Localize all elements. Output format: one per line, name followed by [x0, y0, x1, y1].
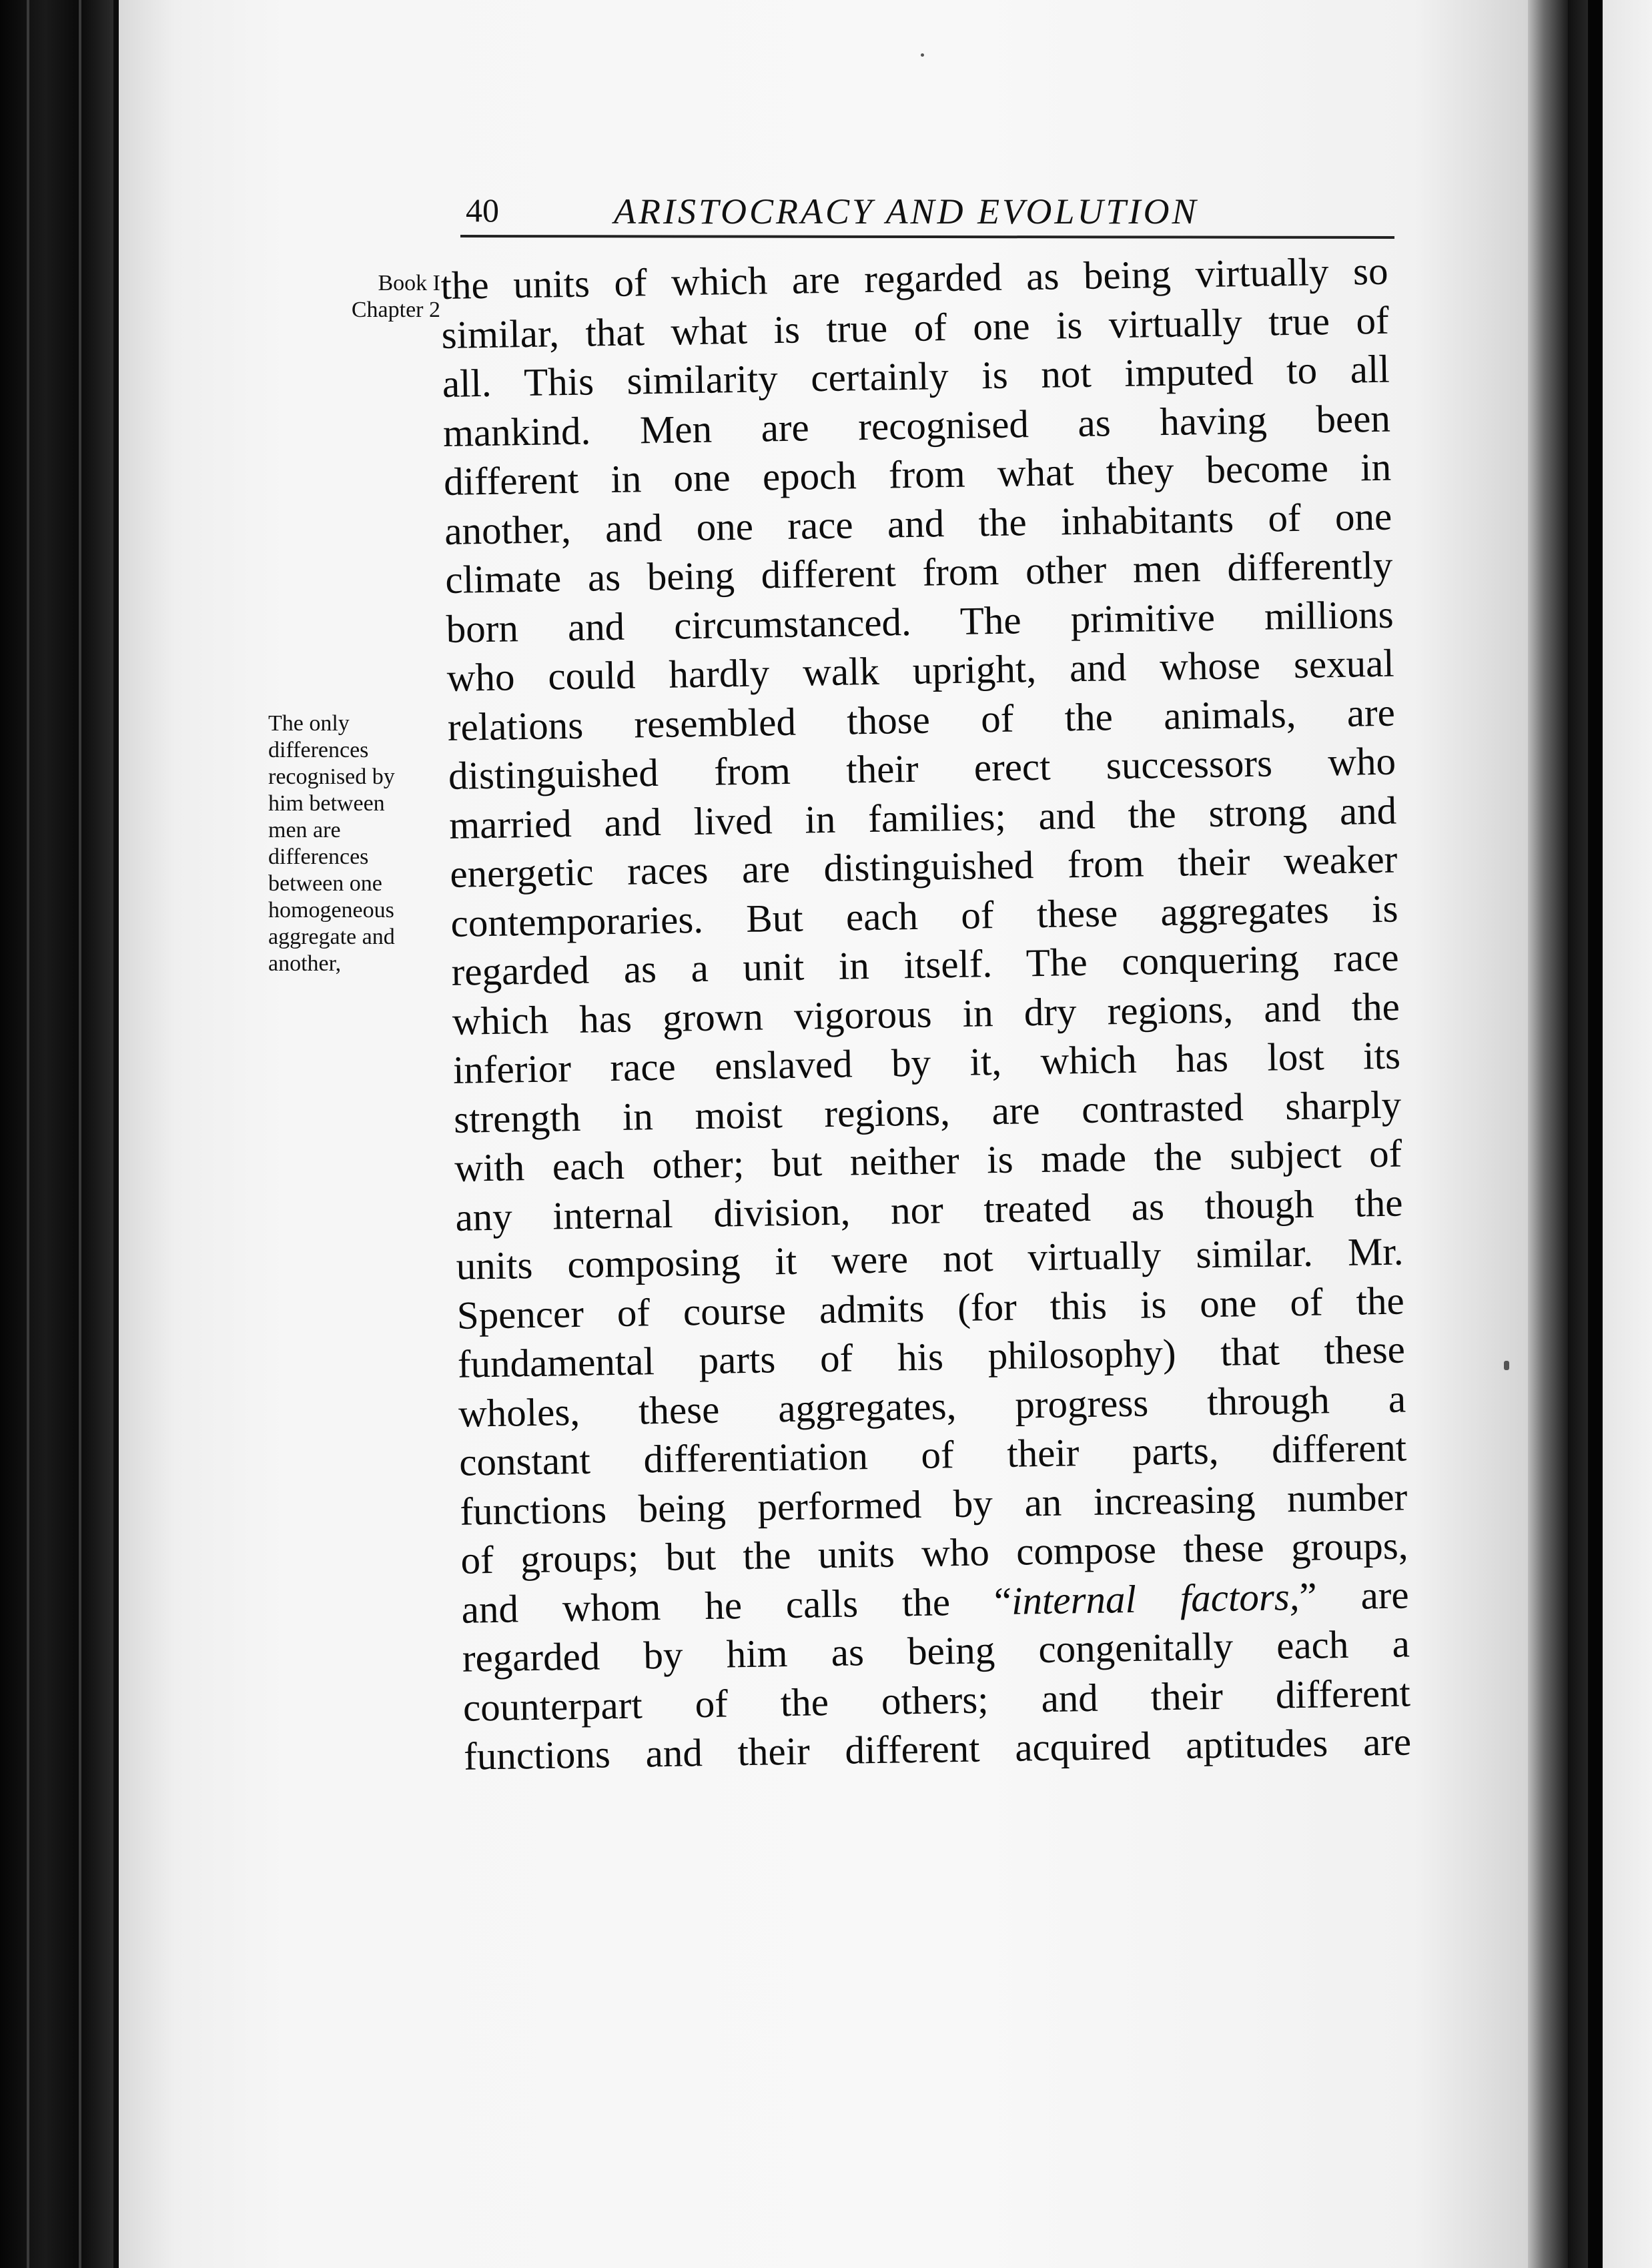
- text-line: born and circumstanced. The primitive millions: [446, 592, 1394, 651]
- text-line: units composing it were not virtually similar. Mr.: [456, 1229, 1404, 1288]
- next-page-gutter: [1588, 0, 1603, 2268]
- text-line: inferior race enslaved by it, which has lost its: [452, 1033, 1401, 1092]
- book-label: Book I: [378, 271, 440, 296]
- running-title: ARISTOCRACY AND EVOLUTION: [614, 191, 1199, 231]
- text-line: energetic races are distinguished from their weaker: [449, 836, 1398, 896]
- scan-speck: [1504, 1361, 1509, 1370]
- text-line: similar, that what is true of one is virtually true of: [441, 298, 1390, 357]
- text-line: functions and their different acquired aptitudes are: [463, 1719, 1412, 1778]
- text-line: strength in moist regions, are contrasted sharply: [453, 1082, 1402, 1141]
- gloss-line: The only: [268, 711, 350, 736]
- gloss-line: differences: [268, 844, 369, 869]
- text-line: regarded by him as being congenitally each a: [462, 1621, 1410, 1680]
- text-line: and whom he calls the “internal factors,” are: [461, 1572, 1410, 1632]
- body-text: [440, 247, 1412, 1782]
- text-line: of groups; but the units who compose these groups,: [460, 1523, 1408, 1582]
- gloss-line: homogeneous: [268, 898, 394, 923]
- text-line: any internal division, nor treated as though the: [454, 1180, 1403, 1239]
- text-line: relations resembled those of the animals, are: [447, 690, 1396, 749]
- text-line: different in one epoch from what they become in: [443, 444, 1392, 504]
- text-line: Spencer of course admits (for this is one of the: [456, 1278, 1405, 1337]
- gloss-line: men are: [268, 818, 341, 842]
- next-page-sliver: [1568, 0, 1652, 2268]
- gloss-line: aggregate and: [268, 925, 395, 949]
- text-line: counterpart of the others; and their different: [462, 1670, 1411, 1730]
- gloss-line: him between: [268, 791, 385, 816]
- text-line: all. This similarity certainly is not imputed to all: [442, 346, 1390, 406]
- gloss-line: recognised by: [268, 764, 395, 789]
- page-number: 40: [466, 191, 499, 229]
- gloss-line: another,: [268, 951, 342, 976]
- text-line: who could hardly walk upright, and whose sexual: [446, 640, 1395, 700]
- text-line: married and lived in families; and the strong and: [448, 788, 1397, 847]
- margin-gloss: [268, 710, 435, 977]
- text-line: with each other; but neither is made the subject of: [454, 1131, 1402, 1190]
- binding-edge-line: [27, 0, 29, 2268]
- text-line: regarded as a unit in itself. The conquering race: [451, 935, 1400, 994]
- text-line: wholes, these aggregates, progress through a: [458, 1375, 1406, 1436]
- binding-edge-line: [79, 0, 81, 2268]
- gloss-line: differences: [268, 738, 369, 762]
- book-binding: [0, 0, 113, 2268]
- chapter-reference: [294, 270, 440, 324]
- text-line: contemporaries. But each of these aggregates is: [450, 886, 1398, 945]
- text-line: fundamental parts of his philosophy) that these: [457, 1327, 1406, 1386]
- italic-phrase: internal factors,: [1011, 1574, 1300, 1623]
- text-line: constant differentiation of their parts, different: [458, 1425, 1407, 1484]
- text-line: climate as being different from other men differently: [444, 542, 1393, 602]
- chapter-label: Chapter 2: [351, 298, 440, 322]
- text-line: another, and one race and the inhabitants of one: [444, 494, 1392, 553]
- text-line: distinguished from their erect successors who: [448, 738, 1396, 798]
- text-line: which has grown vigorous in dry regions, and the: [452, 984, 1400, 1043]
- page-edge-shadow: [1528, 0, 1568, 2268]
- scan-speck: [921, 53, 924, 57]
- text-line: mankind. Men are recognised as having been: [442, 396, 1391, 455]
- gloss-line: between one: [268, 871, 382, 896]
- text-line: functions being performed by an increasing number: [459, 1474, 1408, 1534]
- text-line: the units of which are regarded as being virtually so: [440, 248, 1388, 308]
